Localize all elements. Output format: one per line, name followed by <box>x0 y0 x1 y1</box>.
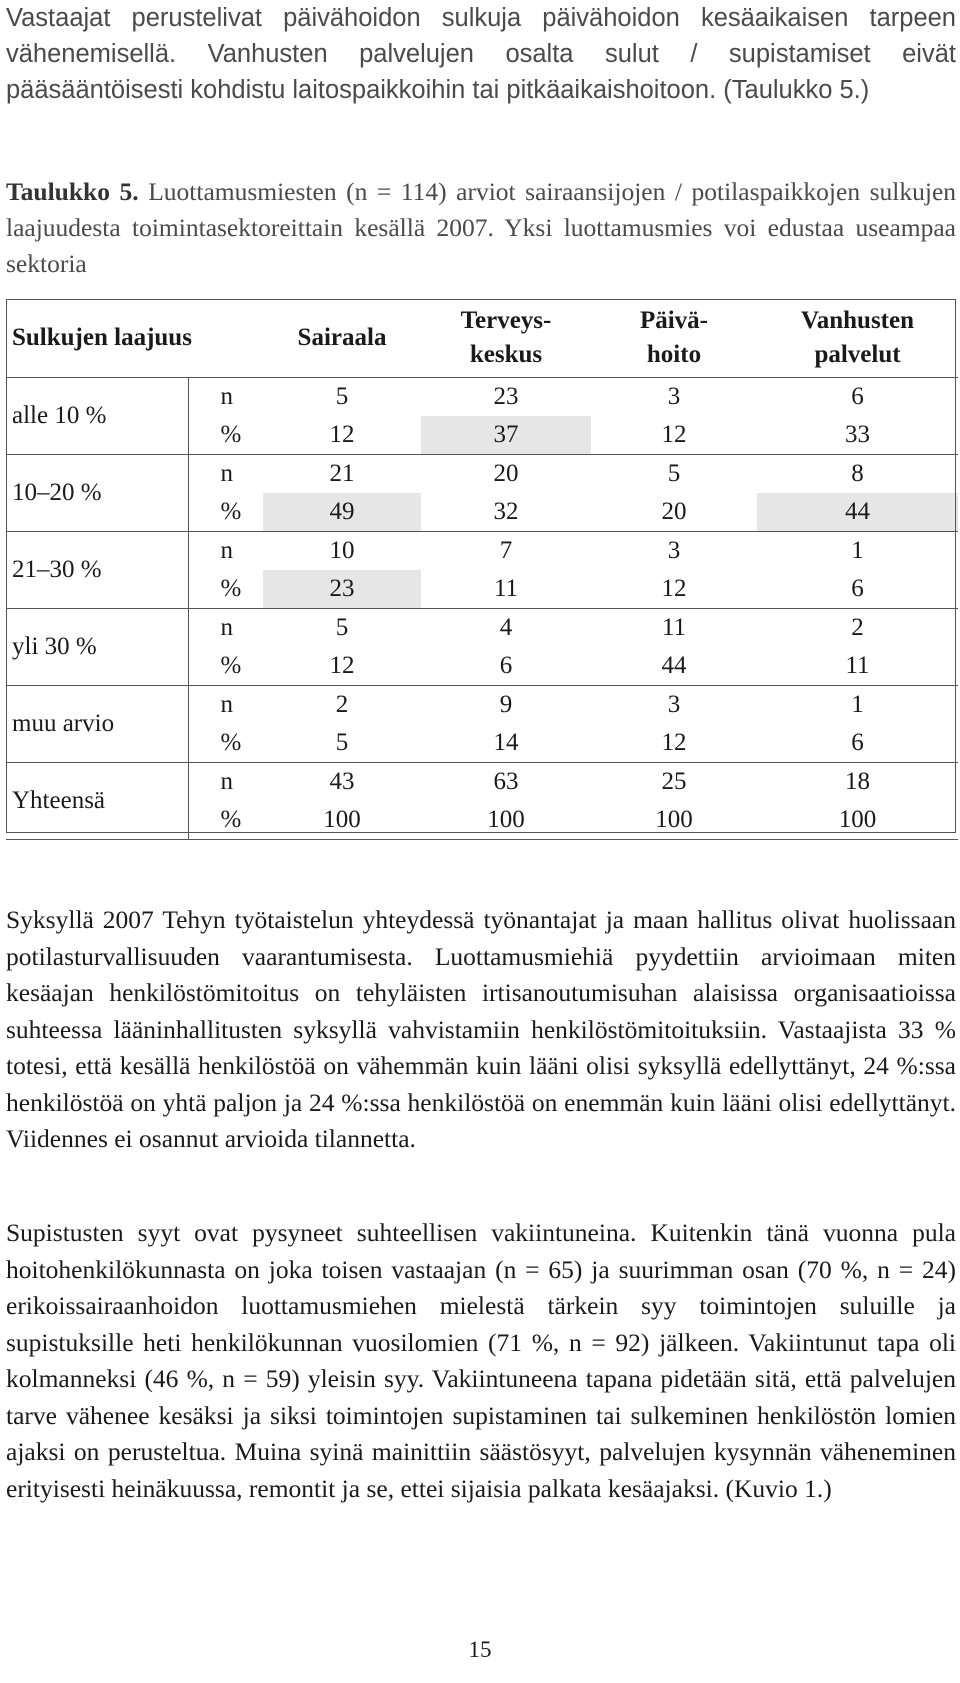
group-label: muu arvio <box>6 686 188 763</box>
header-vanhusten-line2: palvelut <box>814 341 901 368</box>
unit-n: n <box>220 768 233 795</box>
cell-value: 8 <box>851 460 864 487</box>
header-paivahoito-line1: Päivä- <box>639 307 709 334</box>
table-row <box>6 455 958 494</box>
cell-value: 100 <box>421 801 591 840</box>
cell-value: 2 <box>851 614 864 641</box>
table-header-row <box>6 299 958 378</box>
cell-value: 5 <box>263 724 421 763</box>
table-row <box>6 686 958 725</box>
cell-value: 12 <box>263 416 421 455</box>
cell-value: 32 <box>421 493 591 532</box>
header-sairaala-line1: Sairaala <box>297 324 387 351</box>
group-label: 10–20 % <box>6 455 188 532</box>
intro-paragraph: Vastaajat perustelivat päivähoidon sulkuja päivähoidon kesäaikaisen tarpeen vähenemisellä. Vanhusten palvelujen osalta sulut / supistamiset eivät pääsääntöisesti kohdistu laitospaikkoihin tai pitkäaikaishoitoon. (Taulukko 5.) <box>6 4 956 104</box>
table-row <box>6 609 958 648</box>
cell-value: 21 <box>329 460 355 487</box>
header-terveyskeskus <box>421 299 591 378</box>
body-paragraph: Syksyllä 2007 Tehyn työtaistelun yhteydessä työnantajat ja maan hallitus olivat huolissaan potilasturvallisuuden vaarantumisesta. Luottamusmiehiä pyydettiin arvioimaan miten kesäajan henkilöstömitoitus on tehyläisten irtisanoutumisuhan alaisissa organisaatioissa suhteessa lääninhallitusten syksyllä vahvistamiin henkilöstömitoituksiin. Vastaajista 33 % totesi, että kesällä henkilöstöä on vähemmän kuin lääni olisi syksyllä edellyttänyt, 24 %:ssa henkilöstöä on yhtä paljon ja 24 %:ssa henkilöstöä on enemmän kuin lääni olisi edellyttänyt. Viidennes ei osannut arvioida tilannetta. <box>6 905 956 1153</box>
cell-value: 5 <box>335 614 349 641</box>
cell-value: 18 <box>845 768 870 795</box>
cell-value: 10 <box>329 537 355 564</box>
cell-value: 14 <box>421 724 591 763</box>
header-sairaala <box>263 299 421 378</box>
cell-value: 4 <box>499 614 513 641</box>
cell-value: 12 <box>591 416 757 455</box>
unit-n: n <box>220 691 233 718</box>
cell-value: 3 <box>667 383 681 410</box>
cell-value: 3 <box>667 691 681 718</box>
table-caption-lead: Taulukko 5. <box>6 177 139 206</box>
cell-value: 6 <box>851 383 864 410</box>
cell-value: 12 <box>591 724 757 763</box>
header-paivahoito-line2: hoito <box>646 341 702 368</box>
unit-pct: % <box>188 570 263 609</box>
cell-value: 1 <box>851 537 864 564</box>
unit-n: n <box>220 460 233 487</box>
cell-value: 100 <box>757 801 958 840</box>
unit-pct: % <box>188 416 263 455</box>
cell-value-highlighted: 37 <box>421 416 591 455</box>
header-vanhusten-palvelut <box>757 299 958 378</box>
cell-value-highlighted: 49 <box>263 493 421 532</box>
data-table <box>6 299 958 840</box>
cell-value: 7 <box>499 537 513 564</box>
table-row <box>6 532 958 571</box>
cell-value: 23 <box>493 383 519 410</box>
cell-value: 6 <box>757 724 958 763</box>
unit-n: n <box>220 614 233 641</box>
cell-value: 2 <box>335 691 349 718</box>
cell-value: 44 <box>591 647 757 686</box>
cell-value: 11 <box>421 570 591 609</box>
cell-value: 12 <box>591 570 757 609</box>
cell-value: 25 <box>661 768 687 795</box>
cell-value: 11 <box>661 614 687 641</box>
cell-value: 100 <box>591 801 757 840</box>
cell-value: 43 <box>329 768 355 795</box>
unit-pct: % <box>188 493 263 532</box>
cell-value: 100 <box>263 801 421 840</box>
unit-n: n <box>220 383 233 410</box>
group-label: yli 30 % <box>6 609 188 686</box>
body-paragraph: Supistusten syyt ovat pysyneet suhteellisen vakiintuneina. Kuitenkin tänä vuonna pula hoitohenkilökunnasta on joka toisen vastaajan (n = 65) ja suurimman osan (70 %, n = 24) erikoissairaanhoidon luottamusmiehen mielestä tärkein syy toimintojen suluille ja supistuksille heti henkilökunnan vuosilomien (71 %, n = 92) jälkeen. Vakiintunut tapa oli kolmanneksi (46 %, n = 59) yleisin syy. Vakiintuneena tapana pidetään sitä, että palvelujen tarve vähenee kesäksi ja siksi toimintojen supistaminen tai sulkeminen henkilöstön lomien ajaksi on perusteltua. Muina syinä mainittiin säästösyyt, palvelujen kysynnän väheneminen erityisesti heinäkuussa, remontit ja se, ettei sijaisia palkata kesäajaksi. (Kuvio 1.) <box>6 1218 956 1503</box>
group-label: alle 10 % <box>6 378 188 455</box>
cell-value: 33 <box>757 416 958 455</box>
unit-n: n <box>220 537 233 564</box>
cell-value: 3 <box>667 537 681 564</box>
header-paivahoito <box>591 299 757 378</box>
header-sulkujen-laajuus: Sulkujen laajuus <box>6 299 263 378</box>
header-terveyskeskus-line1: Terveys- <box>460 307 552 334</box>
group-label: Yhteensä <box>6 763 188 840</box>
unit-pct: % <box>188 647 263 686</box>
table-row <box>6 763 958 802</box>
table-caption <box>6 174 956 282</box>
cell-value: 6 <box>421 647 591 686</box>
header-vanhusten-line1: Vanhusten <box>800 307 915 334</box>
cell-value-highlighted: 23 <box>263 570 421 609</box>
group-label: 21–30 % <box>6 532 188 609</box>
cell-value-highlighted: 44 <box>757 493 958 532</box>
page-number: 15 <box>468 1637 492 1662</box>
cell-value: 20 <box>591 493 757 532</box>
table-caption-text: Luottamusmiesten (n = 114) arviot sairaansijojen / potilaspaikkojen sulkujen laajuudesta toimintasektoreittain kesällä 2007. Yksi luottamusmies voi edustaa useampaa sektoria <box>6 177 957 278</box>
cell-value: 20 <box>493 460 519 487</box>
cell-value: 11 <box>757 647 958 686</box>
cell-value: 6 <box>757 570 958 609</box>
table-row <box>6 378 958 417</box>
unit-pct: % <box>188 801 263 840</box>
cell-value: 63 <box>493 768 519 795</box>
cell-value: 5 <box>667 460 681 487</box>
header-terveyskeskus-line2: keskus <box>469 341 543 368</box>
cell-value: 9 <box>499 691 513 718</box>
cell-value: 12 <box>263 647 421 686</box>
cell-value: 5 <box>335 383 349 410</box>
cell-value: 1 <box>851 691 864 718</box>
unit-pct: % <box>188 724 263 763</box>
